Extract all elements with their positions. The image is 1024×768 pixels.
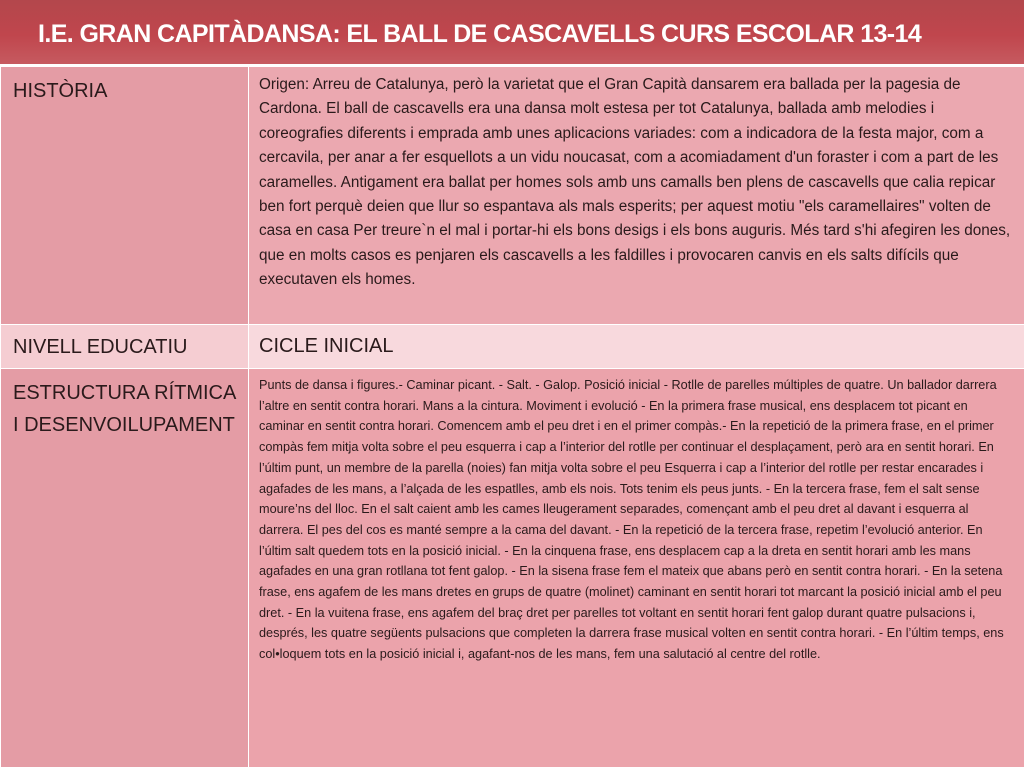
estructura-text: Punts de dansa i figures.- Caminar picant. - Salt. - Galop. Posició inicial - Rotlle de parelles múltiples de quatre. Un ballador darrera l’altre en sentit contra horari. Mans a la cintura. Moviment i evolució - En la primera frase musical, ens desplacem tot picant en caminar en sentit contra horari. Comencem amb el peu dret i en el primer compàs.- En la repetició de la primera frase, en el primer compàs fem mitja volta sobre el peu esquerra i cap a l’interior del rotlle per continuar el desplaçament, però ara en sentit horari. En l’últim punt, un membre de la parella (noies) fan mitja volta sobre el peu Esquerra i cap a l’interior del rotlle per restar encarades i agafades de les mans, a l’alçada de les espatlles, amb els nois. Tots tenim els peus junts. - En la tercera frase, fem el salt sense moure’ns del lloc. En el salt caient amb les cames lleugerament separades, començant amb el peu dret al davant i esquerra al darrera. El pes del cos es manté sempre a la cama del davant. - En la repetició de la tercera frase, repetim l’evolució anterior. En l’últim salt quedem tots en la posició inicial. - En la cinquena frase, ens desplacem cap a la dreta en sentit horari amb les mans agafades en una gran rotllana tot fent galop. - En la sisena frase fem el mateix que abans però en sentit contra horari. - En la setena frase, ens agafem de les mans dretes en grups de quatre (molinet) caminant en sentit horari tot marcant la posició inicial amb el peu dret. - En la vuitena frase, ens agafem del braç dret per parelles tot voltant en sentit horari fent galop durant quatre pulsacions i, després, les quatre següents pulsacions que completen la darrera frase musical volten en sentit contra horari. - En l’últim temps, ens col•loquem tots en la posició inicial i, agafant-nos de les mans, fem una salutació al centre del rotlle. <box>259 375 1016 665</box>
table-row-nivell <box>1 325 1024 369</box>
row-label: NIVELL EDUCATIU <box>1 325 249 369</box>
table-row-historia <box>1 67 1024 325</box>
slide-title: I.E. GRAN CAPITÀDANSA: EL BALL DE CASCAVELLS CURS ESCOLAR 13-14 <box>38 20 921 49</box>
row-value <box>249 369 1024 768</box>
row-label: HISTÒRIA <box>1 67 249 325</box>
row-label: ESTRUCTURA RÍTMICA I DESENVOILUPAMENT <box>1 369 249 768</box>
info-table <box>0 66 1024 768</box>
row-value <box>249 67 1024 325</box>
table-row-estructura <box>1 369 1024 768</box>
nivell-text: CICLE INICIAL <box>259 331 1016 361</box>
row-value <box>249 325 1024 369</box>
historia-text: Origen: Arreu de Catalunya, però la varietat que el Gran Capità dansarem era ballada per la pagesia de Cardona. El ball de cascavells era una dansa molt estesa per tot Catalunya, ballada amb melodies i coreografies diferents i emprada amb unes aplicacions variades: com a indicadora de la festa major, com a cercavila, per anar a fer esquellots a un vidu noucasat, com a acomiadament d'un foraster i com a part de les caramelles. Antigament era ballat per homes sols amb uns camalls ben plens de cascavells que calia repicar ben fort perquè deien que llur so espantava als mals esperits; per aquest motiu "els caramellaires" volten de casa en casa Per treure`n el mal i portar-hi els bons desigs i els bons auguris. Més tard s'hi afegiren les dones, que en molts casos es penjaren els cascavells a les faldilles i provocaren canvis en els salts difícils que executaven els homes. <box>259 73 1016 293</box>
title-bar <box>0 0 1024 66</box>
